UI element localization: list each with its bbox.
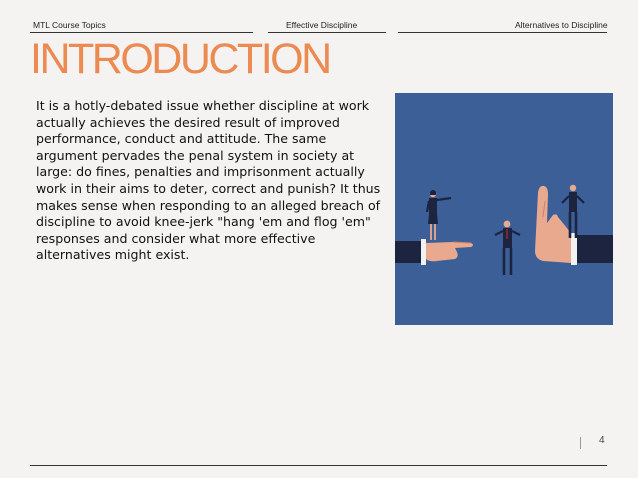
header-left: MTL Course Topics	[33, 20, 106, 30]
footer-rule	[30, 465, 607, 466]
header-center: Effective Discipline	[286, 20, 358, 30]
header-right-rule	[398, 32, 607, 33]
intro-paragraph: It is a hotly-debated issue whether discipline at work actually achieves the desired result of improved performance, conduct and attitude. The same argument pervades the penal system in society at large: do fines, penalties and imprisonment actually work in their aims to deter, correct and punish? It thus makes sense when responding to an alleged breach of discipline to avoid knee-jerk "hang 'em and flog 'em" responses and consider what more effective alternatives might exist.	[36, 98, 381, 263]
discipline-illustration	[395, 93, 613, 325]
page-number: 4	[599, 435, 605, 446]
page-title: INTRODUCTION	[30, 35, 330, 83]
page-number-divider	[580, 437, 581, 449]
header-center-rule	[268, 32, 386, 33]
header-right: Alternatives to Discipline	[515, 20, 608, 30]
header-left-rule	[30, 32, 253, 33]
